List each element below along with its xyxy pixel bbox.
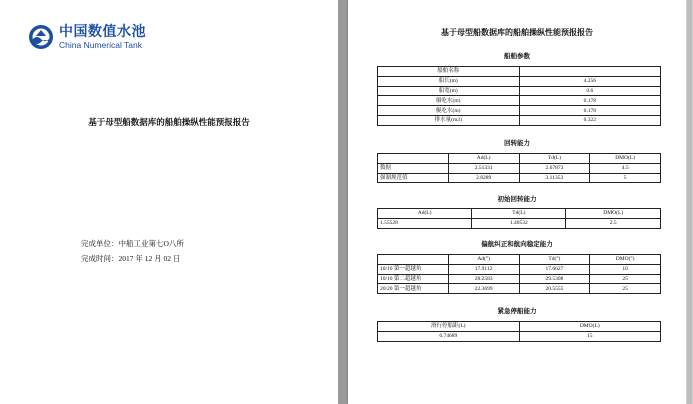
header-cell: DMO(L) — [566, 209, 661, 219]
param-value: 0.178 — [519, 96, 661, 106]
param-name: 船舶名称 — [378, 67, 520, 77]
param-name: 船宽(m) — [378, 86, 520, 96]
header-cell — [378, 255, 449, 265]
section-heading-yaw: 偏航纠正和航向稳定能力 — [481, 241, 553, 248]
header-cell: DMO(L) — [519, 322, 661, 332]
header-cell: DMO(L) — [590, 154, 661, 164]
cell: 20.5555 — [519, 284, 590, 294]
cell: 1.40532 — [472, 218, 566, 228]
page-gap — [338, 0, 348, 404]
section-heading-stop: 紧急停船能力 — [497, 308, 537, 315]
table-header-row — [378, 322, 661, 332]
param-name: 艏吃水(m) — [378, 96, 520, 106]
table-row — [378, 67, 661, 77]
cell: 4.5 — [590, 163, 661, 173]
completion-unit: 完成单位：中船工业第七O八所 — [81, 239, 184, 248]
cell: 6.74689 — [378, 331, 520, 341]
row-label: 10/10 第二超越角 — [378, 274, 449, 284]
header-cell: Ad(L) — [448, 154, 519, 164]
cell: 2.67873 — [519, 163, 590, 173]
param-name: 艉吃水(m) — [378, 106, 520, 116]
stopping-table — [377, 321, 661, 342]
cell: 25 — [590, 274, 661, 284]
company-logo — [28, 24, 188, 50]
cell: 2.5 — [566, 218, 661, 228]
table-row — [378, 106, 661, 116]
report-page — [348, 0, 686, 404]
logo-chinese-text: 中国数值水池 — [59, 24, 146, 40]
cell: 25 — [590, 284, 661, 294]
cover-page — [0, 0, 338, 404]
cell: 15 — [519, 331, 661, 341]
param-value — [519, 67, 661, 77]
table-row — [378, 284, 661, 294]
cell: 22.3699 — [448, 284, 519, 294]
section-heading-initial: 初始回转能力 — [497, 196, 537, 203]
logo-english-text: China Numerical Tank — [59, 40, 142, 50]
table-row — [378, 76, 661, 86]
china-numerical-tank-logo-icon — [28, 24, 54, 50]
cell: 2.8289 — [448, 173, 519, 183]
table-row — [378, 274, 661, 284]
table-row — [378, 96, 661, 106]
header-cell: 滑行停船距(L) — [378, 322, 520, 332]
cell: 3.11353 — [519, 173, 590, 183]
cell: 17.6627 — [519, 264, 590, 274]
scrollbar-thumb[interactable] — [687, 0, 692, 404]
row-label: 数据 — [378, 163, 449, 173]
header-cell: Ad(°) — [448, 255, 519, 265]
row-label: 强制规范值 — [378, 173, 449, 183]
cell: 10 — [590, 264, 661, 274]
header-cell: DMO(°) — [590, 255, 661, 265]
row-label: 10/10 第一超越角 — [378, 264, 449, 274]
cell: 2.51331 — [448, 163, 519, 173]
table-row — [378, 264, 661, 274]
section-heading-turning: 回转能力 — [504, 140, 530, 147]
yaw-checking-table — [377, 254, 661, 294]
table-header-row — [378, 154, 661, 164]
report-title: 基于母型船数据库的船舶操纵性能预报报告 — [441, 28, 593, 37]
cell: 29.5308 — [519, 274, 590, 284]
section-heading-params: 船舶参数 — [504, 53, 530, 60]
table-row — [378, 331, 661, 341]
table-row — [378, 115, 661, 125]
table-row — [378, 218, 661, 228]
table-header-row — [378, 209, 661, 219]
params-table — [377, 66, 661, 126]
cell: 17.9112 — [448, 264, 519, 274]
cell: 28.2583 — [448, 274, 519, 284]
table-row — [378, 173, 661, 183]
cell: 1.55528 — [378, 218, 472, 228]
param-value: 4.256 — [519, 76, 661, 86]
table-header-row — [378, 255, 661, 265]
param-name: 排水量(m3) — [378, 115, 520, 125]
param-value: 0.178 — [519, 106, 661, 116]
header-cell: Ad(L) — [378, 209, 472, 219]
cover-title: 基于母型船数据库的船舶操纵性能预报报告 — [88, 117, 250, 127]
header-cell: Td(°) — [519, 255, 590, 265]
param-value: 0.322 — [519, 115, 661, 125]
initial-turning-table — [377, 208, 661, 229]
header-cell: Td(L) — [472, 209, 566, 219]
table-row — [378, 163, 661, 173]
param-name: 船长(m) — [378, 76, 520, 86]
completion-time: 完成时间：2017 年 12 月 02 日 — [81, 254, 181, 263]
row-label: 20/20 第一超越角 — [378, 284, 449, 294]
param-value: 0.6 — [519, 86, 661, 96]
turning-table — [377, 153, 661, 183]
header-cell: Td(L) — [519, 154, 590, 164]
table-row — [378, 86, 661, 96]
header-cell — [378, 154, 449, 164]
cell: 5 — [590, 173, 661, 183]
